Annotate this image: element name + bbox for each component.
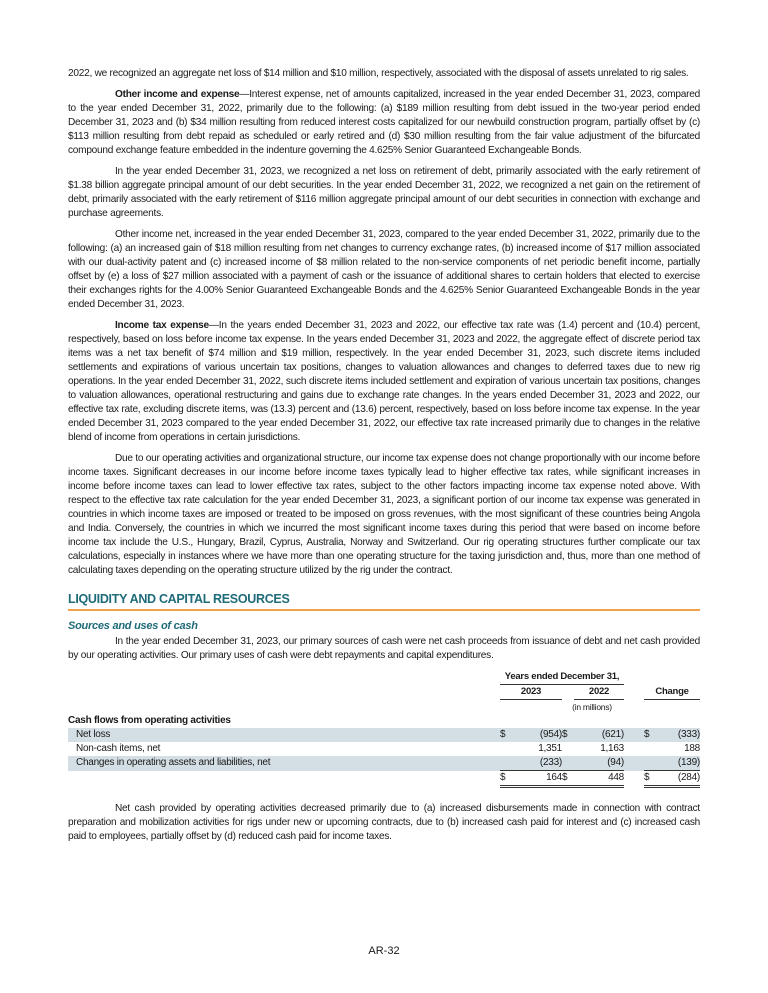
value-change: (139) xyxy=(654,756,700,771)
currency: $ xyxy=(500,728,510,742)
paragraph: Due to our operating activities and organizational structure, our income tax expense does not change proportionally with our income before income taxes. Significant decreases in our income before income taxes typically lead to higher effective tax rates, while significant increases in income before income taxes can lead to lower effective tax rates, subject to the other factors impacting income tax expense noted above. With respect to the effective tax rate calculation for the year ended December 31, 2023, a significant portion of our income tax expense was generated in countries in which income taxes are imposed or treated to be imposed on gross revenues, with the most significant of these countries being Angola and India. Conversely, the countries in which we incurred the most significant income taxes during this period that were based on income before income tax include the U.S., Hungary, Brazil, Cyprus, Australia, Norway and Switzerland. Our rig operating structures further complicate our tax calculations, especially in instances where we have more than one operating structure for the taxing jurisdiction and, thus, more than one method of calculating taxes depending on the operating structure utilized by the rig under the contract. xyxy=(68,453,700,576)
currency: $ xyxy=(562,771,574,787)
section-title: LIQUIDITY AND CAPITAL RESOURCES xyxy=(68,592,700,611)
row-label: Net loss xyxy=(68,728,500,742)
paragraph-text: —In the years ended December 31, 2023 and 2022, our effective tax rate was (1.4) percent and (10.4) percent, respectively, based on loss before income tax expense. In the years ended December 31, 2023 and 2022, the aggregate effect of discrete period tax items was a net tax benefit of $74 million and $19 million, respectively. In the year ended December 31, 2023, such discrete items included settlements and expirations of various uncertain tax positions, changes to valuation allowances and changes to deferred taxes due to new rig operations. In the year ended December 31, 2022, such discrete items included settlement and expiration of various uncertain tax positions, changes to valuation allowances, operational restructuring and gains due to exchange rate changes. In the years ended December 31, 2023 and 2022, our effective tax rate, excluding discrete items, was (13.3) percent and (13.6) percent, respectively, based on loss before income tax expense. In the year ended December 31, 2023 compared to the year ended December 31, 2022, our effective tax rate increased primarily due to changes in the relative blend of income from operations in certain jurisdictions. xyxy=(68,320,701,443)
total-2023: 164 xyxy=(510,771,562,787)
cash-flow-table xyxy=(68,670,700,788)
total-change: (284) xyxy=(654,771,700,787)
lead-heading: Other income and expense xyxy=(115,89,240,100)
paragraph: In the year ended December 31, 2023, we recognized a net loss on retirement of debt, primarily associated with the early retirement of $1.38 billion aggregate principal amount of our debt securities. In the year ended December 31, 2022, we recognized a net gain on the retirement of debt, primarily associated with the early retirement of $116 million aggregate principal amount of our debt securities in connection with exchange and purchase agreements. xyxy=(68,166,700,219)
paragraph-text: —Interest expense, net of amounts capitalized, increased in the year ended December 31, 2023, compared to the year ended December 31, 2022, primarily due to the following: (a) $189 million resulting from debt issued in the two-year period ended December 31, 2023 and (b) $34 million resulting from reduced interest costs capitalized for our newbuild construction program, partially offset by (c) $113 million resulting from debt repaid as scheduled or early retired and (d) $30 million resulting from the fair value adjustment of the bifurcated compound exchange feature embedded in the indenture governing the 4.625% Senior Guaranteed Exchangeable Bonds. xyxy=(68,89,700,156)
table-total-row xyxy=(68,771,700,787)
units-label: (in millions) xyxy=(572,702,612,712)
table-section-label: Cash flows from operating activities xyxy=(68,715,231,726)
column-header-2022: 2022 xyxy=(574,685,624,700)
currency: $ xyxy=(562,728,574,742)
total-2022: 448 xyxy=(574,771,624,787)
value-2023: (233) xyxy=(510,756,562,771)
group-header: Years ended December 31, xyxy=(500,670,624,685)
currency: $ xyxy=(644,771,654,787)
lead-heading: Income tax expense xyxy=(115,320,209,331)
document-body xyxy=(68,67,700,851)
paragraph: Net cash provided by operating activities decreased primarily due to (a) increased disbursements made in connection with contract preparation and mobilization activities for rigs under new or upcoming contracts, due to (b) increased cash paid for interest and (c) increased cash paid to employees, partially offset by (d) reduced cash paid for income taxes. xyxy=(68,803,700,842)
value-change: 188 xyxy=(684,743,700,754)
paragraph: 2022, we recognized an aggregate net loss of $14 million and $10 million, respectively, associated with the disposal of assets unrelated to rig sales. xyxy=(68,68,689,79)
table-row xyxy=(68,742,700,756)
value-2023: 1,351 xyxy=(538,743,562,754)
value-2022: (94) xyxy=(574,756,624,771)
table-row xyxy=(68,728,700,742)
value-2023: (954) xyxy=(510,728,562,742)
paragraph-income-tax xyxy=(68,319,700,445)
value-2022: 1,163 xyxy=(600,743,624,754)
row-label: Non-cash items, net xyxy=(76,743,161,754)
column-header-2023: 2023 xyxy=(500,685,562,700)
row-label: Changes in operating assets and liabilities, net xyxy=(68,756,500,771)
page-number: AR-32 xyxy=(368,945,400,957)
paragraph: In the year ended December 31, 2023, our primary sources of cash were net cash proceeds from issuance of debt and net cash provided by our operating activities. Our primary uses of cash were debt repayments and capital expenditures. xyxy=(68,636,700,661)
value-2022: (621) xyxy=(574,728,624,742)
paragraph: Other income net, increased in the year ended December 31, 2023, compared to the year ended December 31, 2022, primarily due to the following: (a) an increased gain of $18 million resulting from net changes to currency exchange rates, (b) increased income of $17 million associated with our dual-activity patent and (c) increased income of $8 million related to the non-service components of net periodic benefit income, partially offset by (e) a loss of $27 million associated with a payment of cash or the issuance of additional shares to certain holders that elected to exercise their exchanges rights for the 4.00% Senior Guaranteed Exchangeable Bonds and the 4.625% Senior Guaranteed Exchangeable Bonds in the year ended December 31, 2023. xyxy=(68,229,700,310)
currency: $ xyxy=(500,771,510,787)
value-change: (333) xyxy=(654,728,700,742)
column-header-change: Change xyxy=(644,685,700,700)
section-subtitle: Sources and uses of cash xyxy=(68,620,198,632)
currency: $ xyxy=(644,728,654,742)
table-row xyxy=(68,756,700,771)
paragraph-other-income xyxy=(68,88,700,158)
